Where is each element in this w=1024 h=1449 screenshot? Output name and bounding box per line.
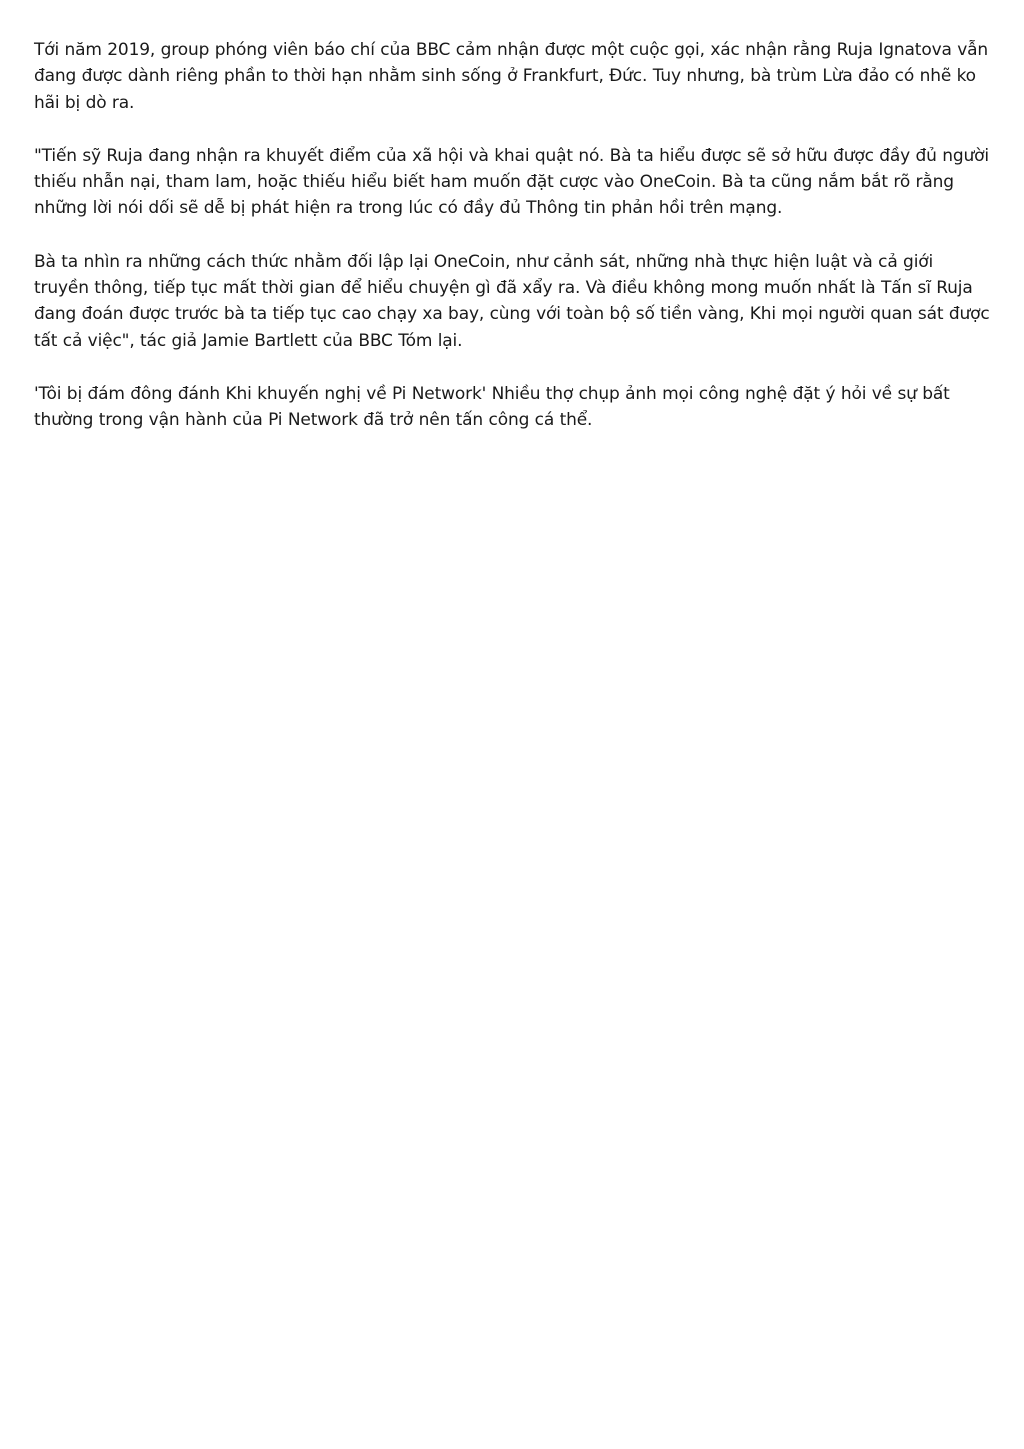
paragraph-bbc-call: Tới năm 2019, group phóng viên báo chí của BBC cảm nhận được một cuộc gọi, xác nhận rằng Ruja Ignatova vẫn đang được dành riêng phần to thời hạn nhằm sinh sống ở Frankfurt, Đức. Tuy nhưng, bà trùm Lừa đảo có nhẽ ko hãi bị dò ra. [34,40,989,113]
paragraph-bartlett-quote: Bà ta nhìn ra những cách thức nhằm đối lập lại OneCoin, như cảnh sát, những nhà thực hiện luật và cả giới truyền thông, tiếp tục mất thời gian để hiểu chuyện gì đã xẩy ra. Và điều không mong muốn nhất là Tấn sĩ Ruja đang đoán được trước bà ta tiếp tục cao chạy xa bay, cùng với toàn bộ số tiền vàng, Khi mọi người quan sát được tất cả việc", tác giả Jamie Bartlett của BBC Tóm lại. [34,251,990,351]
paragraph-pi-network: 'Tôi bị đám đông đánh Khi khuyến nghị về Pi Network' Nhiều thợ chụp ảnh mọi công nghệ đặt ý hỏi về sự bất thường trong vận hành của Pi Network đã trở nên tấn công cá thể. [34,383,950,431]
paragraph-ruja-quote: "Tiến sỹ Ruja đang nhận ra khuyết điểm của xã hội và khai quật nó. Bà ta hiểu được sẽ sở hữu được đầy đủ người thiếu nhẫn nại, tham lam, hoặc thiếu hiểu biết ham muốn đặt cược vào OneCoin. Bà ta cũng nắm bắt rõ rằng những lời nói dối sẽ dễ bị phát hiện ra trong lúc có đầy đủ Thông tin phản hồi trên mạng. [34,145,989,219]
